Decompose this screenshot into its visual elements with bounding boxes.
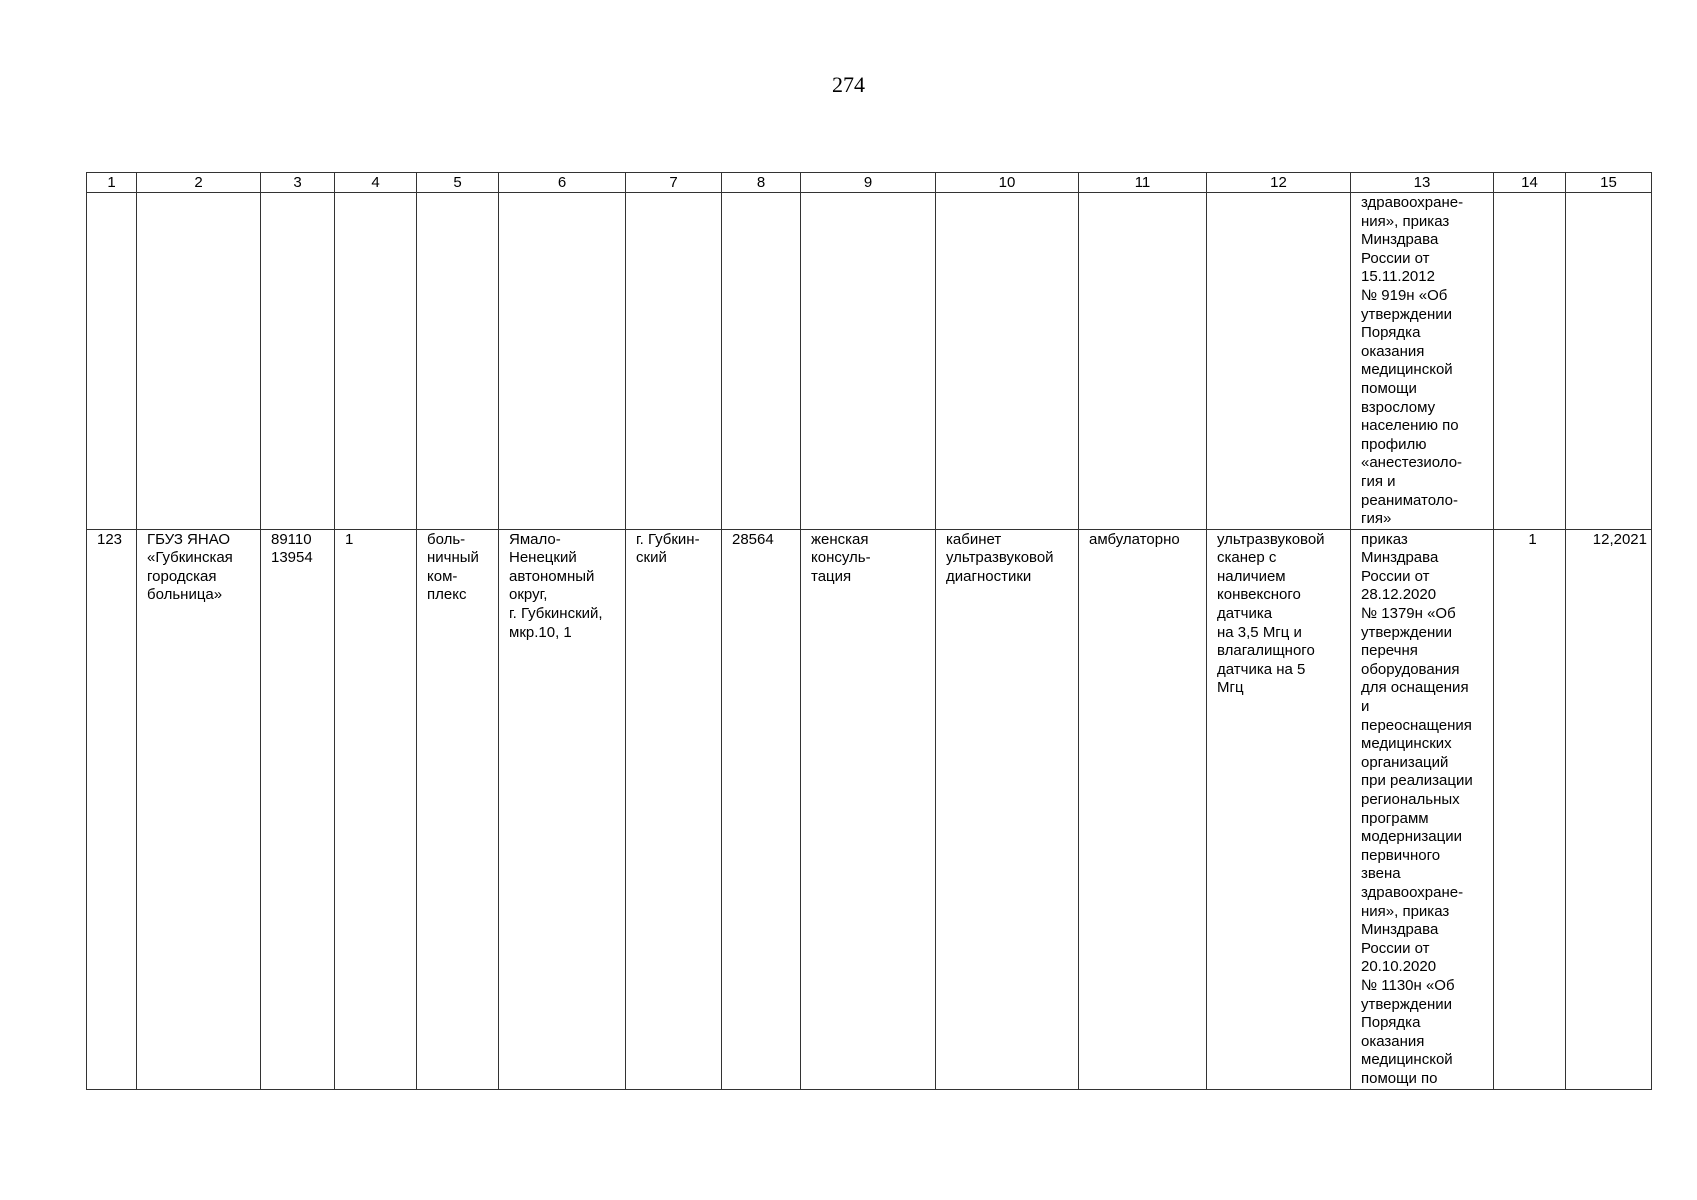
- equipment-table: [86, 172, 1652, 1090]
- table-cell: [499, 193, 626, 530]
- quantity-cell: 1: [1494, 529, 1566, 1089]
- column-number: 3: [261, 173, 335, 193]
- table-cell: [1207, 193, 1351, 530]
- column-number: 12: [1207, 173, 1351, 193]
- table-cell: [87, 193, 137, 530]
- department-cell: женская консуль- тация: [801, 529, 936, 1089]
- table-row: [87, 529, 1652, 1089]
- table-cell: [936, 193, 1079, 530]
- column-number: 8: [722, 173, 801, 193]
- column-number-row: [87, 173, 1652, 193]
- table-cell: [626, 193, 722, 530]
- page-number: 274: [832, 72, 865, 97]
- column-number: 7: [626, 173, 722, 193]
- column-number: 11: [1079, 173, 1207, 193]
- table-cell: [335, 193, 417, 530]
- equipment-cell: ультразвуковой сканер с наличием конвексного датчика на 3,5 Мгц и влагалищного датчика на 5 Мгц: [1207, 529, 1351, 1089]
- code-cell: 89110 13954: [261, 529, 335, 1089]
- table-cell: [1566, 193, 1652, 530]
- column-number: 2: [137, 173, 261, 193]
- table-cell: [722, 193, 801, 530]
- city-cell: г. Губкин- ский: [626, 529, 722, 1089]
- organization-cell: ГБУЗ ЯНАО «Губкинская городская больница»: [137, 529, 261, 1089]
- table-cell: [1494, 193, 1566, 530]
- column-number: 9: [801, 173, 936, 193]
- column-number: 10: [936, 173, 1079, 193]
- column-number: 13: [1351, 173, 1494, 193]
- column-number: 6: [499, 173, 626, 193]
- regulation-cell: приказ Минздрава России от 28.12.2020 № 1379н «Об утверждении перечня оборудования для оснащения и переоснащения медицинских организаций при реализации региональных программ модернизации первичного звена здравоохране- ния», приказ Минздрава России от 20.10.2020 № 1130н «Об утверждении Порядка оказания медицинской помощи по: [1351, 529, 1494, 1089]
- care-mode-cell: амбулаторно: [1079, 529, 1207, 1089]
- column-number: 15: [1566, 173, 1652, 193]
- count-cell: 1: [335, 529, 417, 1089]
- table-cell: [1079, 193, 1207, 530]
- table-cell: [137, 193, 261, 530]
- column-number: 14: [1494, 173, 1566, 193]
- row-number-cell: 123: [87, 529, 137, 1089]
- table-cell: [417, 193, 499, 530]
- table-cell: [801, 193, 936, 530]
- facility-type-cell: боль- ничный ком- плекс: [417, 529, 499, 1089]
- date-cell: 12,2021: [1566, 529, 1652, 1089]
- column-number: 4: [335, 173, 417, 193]
- population-cell: 28564: [722, 529, 801, 1089]
- continuation-row: [87, 193, 1652, 530]
- column-number: 5: [417, 173, 499, 193]
- address-cell: Ямало- Ненецкий автономный округ, г. Губкинский, мкр.10, 1: [499, 529, 626, 1089]
- regulation-cell: здравоохране- ния», приказ Минздрава России от 15.11.2012 № 919н «Об утверждении Порядка оказания медицинской помощи взрослому населению по профилю «анестезиоло- гия и реаниматоло- гия»: [1351, 193, 1494, 530]
- table-cell: [261, 193, 335, 530]
- column-number: 1: [87, 173, 137, 193]
- room-cell: кабинет ультразвуковой диагностики: [936, 529, 1079, 1089]
